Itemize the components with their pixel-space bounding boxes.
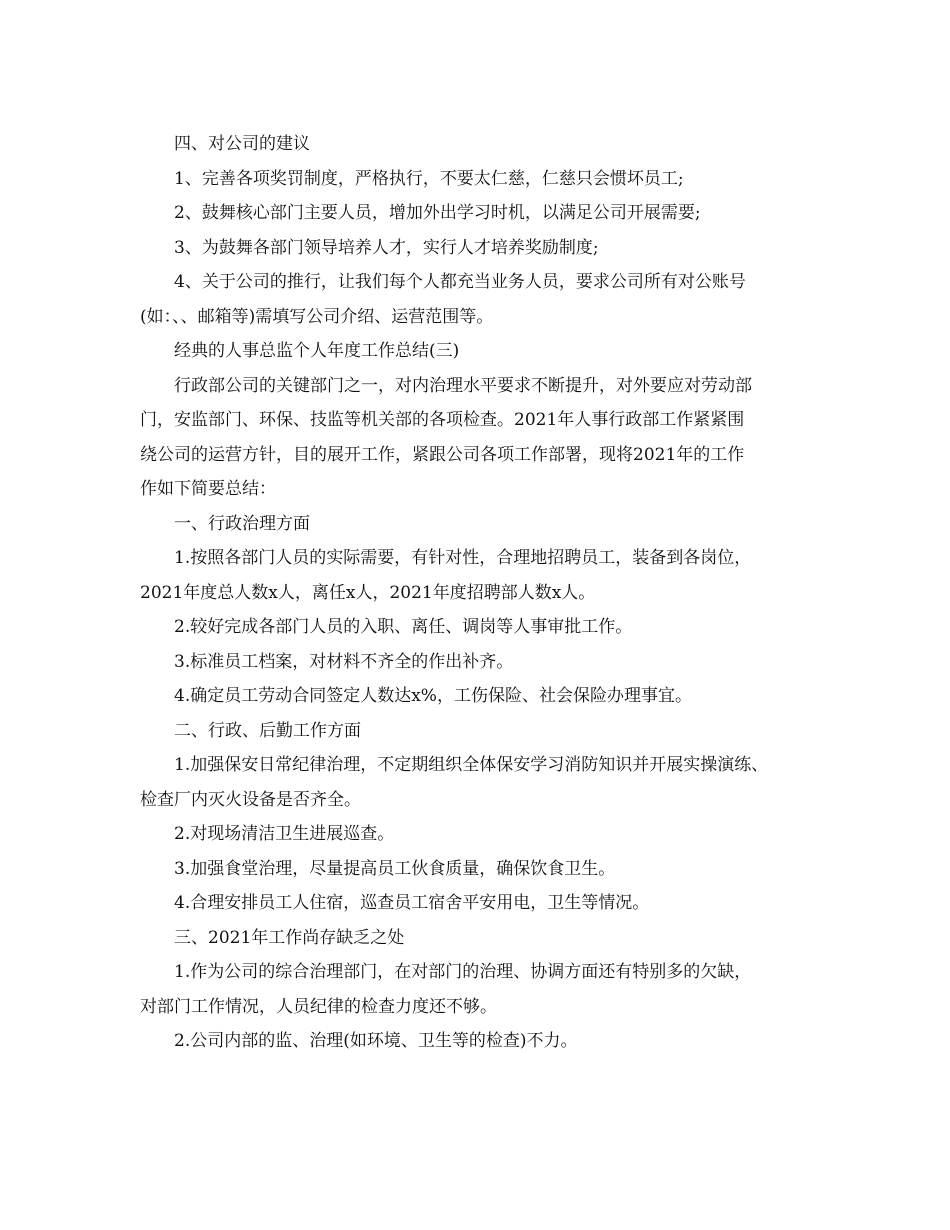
paragraph-line: 1.按照各部门人员的实际需要，有针对性，合理地招聘员工，装备到各岗位， bbox=[174, 548, 752, 568]
heading-logistics: 二、行政、后勤工作方面 bbox=[174, 720, 361, 741]
heading-shortcomings: 三、2021年工作尚存缺乏之处 bbox=[174, 927, 405, 948]
document-body bbox=[140, 127, 810, 1059]
heading-suggestions: 四、对公司的建议 bbox=[174, 134, 310, 154]
paragraph-line: 作如下简要总结： bbox=[140, 479, 276, 499]
paragraph-line: 绕公司的运营方针，目的展开工作，紧跟公司各项工作部署，现将2021年的工作 bbox=[140, 444, 745, 465]
paragraph-line: 2.对现场清洁卫生进展巡查。 bbox=[174, 824, 395, 844]
heading-admin-management: 一、行政治理方面 bbox=[174, 513, 310, 534]
paragraph-line: 2、鼓舞核心部门主要人员，增加外出学习时机，以满足公司开展需要; bbox=[174, 203, 701, 223]
paragraph-line: 检查厂内灭火设备是否齐全。 bbox=[140, 789, 361, 810]
paragraph-line: 3.标准员工档案，对材料不齐全的作出补齐。 bbox=[174, 651, 514, 672]
paragraph-line: 4、关于公司的推行，让我们每个人都充当业务人员，要求公司所有对公账号 bbox=[174, 272, 746, 292]
paragraph-line: 4.合理安排员工人住宿，巡查员工宿舍平安用电，卫生等情况。 bbox=[174, 893, 650, 913]
paragraph-line: 对部门工作情况，人员纪律的检查力度还不够。 bbox=[140, 996, 497, 1017]
paragraph-line: 行政部公司的关键部门之一，对内治理水平要求不断提升，对外要应对劳动部 bbox=[174, 375, 752, 396]
paragraph-line: 1.作为公司的综合治理部门，在对部门的治理、协调方面还有特别多的欠缺， bbox=[174, 962, 752, 982]
paragraph-line: (如：、、邮箱等)需填写公司介绍、运营范围等。 bbox=[140, 306, 494, 327]
paragraph-line: 3.加强食堂治理，尽量提高员工伙食质量，确保饮食卫生。 bbox=[174, 858, 616, 879]
paragraph-line: 3、为鼓舞各部门领导培养人才，实行人才培养奖励制度; bbox=[174, 237, 599, 258]
paragraph-line: 4.确定员工劳动合同签定人数达x%，工伤保险、社会保险办理事宜。 bbox=[174, 686, 692, 706]
paragraph-line: 2021年度总人数x人，离任x人，2021年度招聘部人数x人。 bbox=[140, 582, 596, 603]
paragraph-line: 1.加强保安日常纪律治理，不定期组织全体保安学习消防知识并开展实操演练、 bbox=[174, 755, 769, 775]
paragraph-line: 1、完善各项奖罚制度，严格执行，不要太仁慈，仁慈只会惯坏员工; bbox=[174, 168, 684, 189]
paragraph-line: 2.较好完成各部门人员的入职、离任、调岗等人事审批工作。 bbox=[174, 617, 633, 637]
paragraph-line: 门，安监部门、环保、技监等机关部的各项检查。2021年人事行政部工作紧紧围 bbox=[140, 410, 745, 430]
paragraph-line: 2.公司内部的监、治理(如环境、卫生等的检查)不力。 bbox=[174, 1031, 578, 1051]
section-title: 经典的人事总监个人年度工作总结(三) bbox=[174, 341, 460, 361]
